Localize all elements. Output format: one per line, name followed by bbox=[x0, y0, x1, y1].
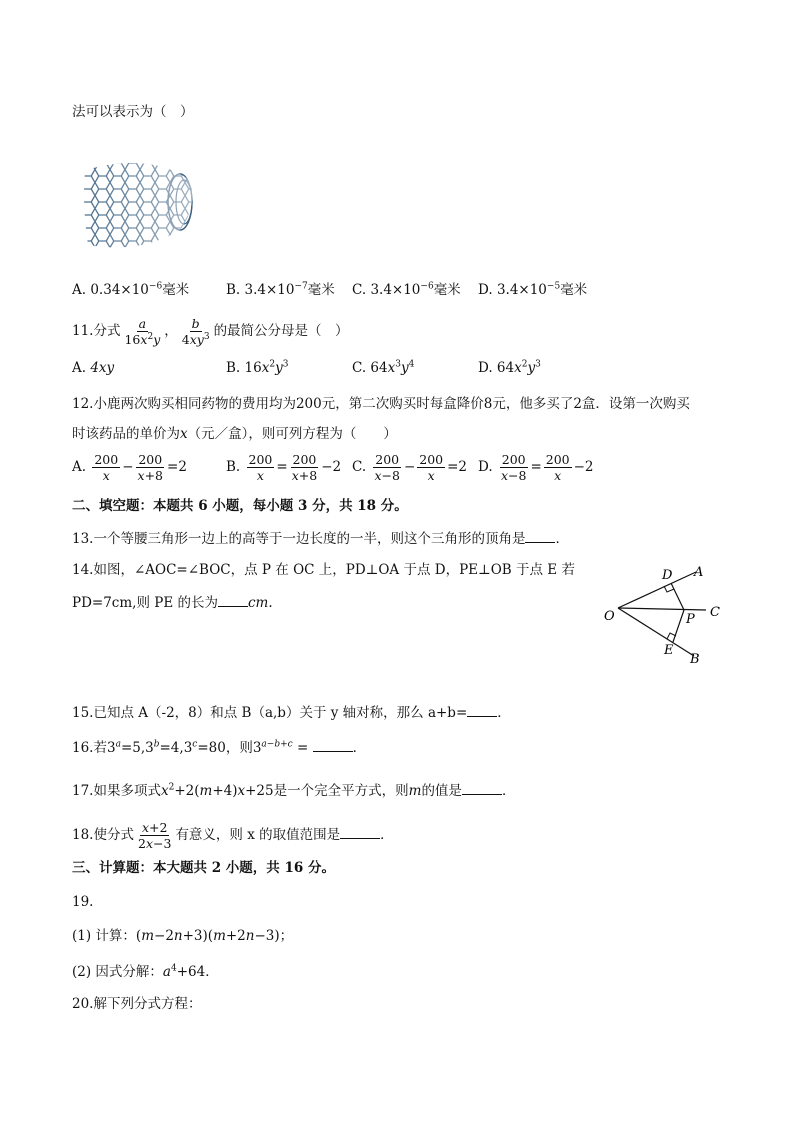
fraction: $\frac{b}{4xy^3}$ bbox=[181, 316, 210, 347]
label-b: B bbox=[690, 652, 700, 667]
label-a: A bbox=[694, 565, 704, 580]
fraction: $\frac{a}{16x^2y}$ bbox=[124, 316, 161, 347]
label-p: P bbox=[686, 612, 695, 627]
q12-option-c[interactable]: C. $\frac{200}{x-8}$ − $\frac{200}{x}$ =2 bbox=[352, 452, 468, 483]
q11-stem: 11.分式 $\frac{a}{16x^2y}$ ， $\frac{b}{4xy^3}$ 的最简公分母是（ ） bbox=[72, 316, 349, 347]
q11-option-a[interactable]: A. 4xy bbox=[72, 360, 115, 376]
label-o: O bbox=[604, 609, 615, 624]
q12-option-a[interactable]: A. $\frac{200}{x}$ − $\frac{200}{x+8}$ =2 bbox=[72, 452, 187, 483]
answer-blank[interactable] bbox=[525, 528, 555, 543]
q11-option-d[interactable]: D. $64x^2y^3$ bbox=[478, 359, 541, 376]
ray-oa bbox=[618, 572, 696, 608]
q10-option-c[interactable]: C. $3.4\times 10^{-6}$毫米 bbox=[352, 281, 461, 298]
ray-oc bbox=[618, 608, 706, 610]
answer-blank[interactable] bbox=[218, 592, 248, 607]
q11-option-c[interactable]: C. $64x^3y^4$ bbox=[352, 359, 415, 376]
answer-blank[interactable] bbox=[340, 824, 380, 839]
q14-line2: PD=7cm,则 PE 的长为 cm. bbox=[72, 592, 273, 613]
label-d: D bbox=[662, 568, 673, 583]
q12-option-d[interactable]: D. $\frac{200}{x-8}$ = $\frac{200}{x}$ −2 bbox=[478, 452, 594, 483]
q10-option-a[interactable]: A. $0.34\times 10^{-6}$毫米 bbox=[72, 281, 190, 298]
segment-pd bbox=[671, 583, 684, 610]
q12-line2: 时该药品的单价为x（元／盒），则可列方程为（ ） bbox=[72, 426, 397, 442]
q10-option-b[interactable]: B. $3.4\times 10^{-7}$毫米 bbox=[226, 281, 335, 298]
nanotube-image bbox=[80, 150, 200, 254]
q11-option-b[interactable]: B. $16x^2y^3$ bbox=[226, 359, 289, 376]
q17: 17.如果多项式$x^2+2(m+4)x+25$是一个完全平方式，则m的值是 ． bbox=[72, 780, 515, 801]
answer-blank[interactable] bbox=[313, 737, 353, 752]
q10-tail: 法可以表示为（ ） bbox=[72, 104, 194, 120]
answer-blank[interactable] bbox=[462, 780, 502, 795]
q18: 18.使分式 $\frac{x+2}{2x-3}$ 有意义，则 x 的取值范围是 ． bbox=[72, 820, 394, 851]
q10-option-d[interactable]: D. $3.4\times 10^{-5}$毫米 bbox=[478, 281, 588, 298]
q14-line1: 14.如图，∠AOC=∠BOC，点 P 在 OC 上，PD⊥OA 于点 D，PE⊥OB 于点 E 若 bbox=[72, 562, 575, 578]
q12-line1: 12.小鹿两次购买相同药物的费用均为200元，第二次购买时每盒降价8元，他多买了2盒．设第一次购买 bbox=[72, 396, 690, 412]
q19: 19. bbox=[72, 894, 94, 910]
angle-bisector-figure bbox=[598, 560, 728, 670]
label-c: C bbox=[710, 605, 720, 620]
q20: 20.解下列分式方程： bbox=[72, 996, 202, 1012]
label-e: E bbox=[664, 643, 674, 658]
q16: 16.若$3^a=5,3^b=4,3^c=80$，则$3^{a-b+c}$ = ． bbox=[72, 737, 366, 758]
q19-part1: (1) 计算：(m−2n+3)(m+2n−3)； bbox=[72, 928, 294, 944]
q19-part2: (2) 因式分解：$a^4+64$． bbox=[72, 963, 219, 980]
segment-pe bbox=[673, 610, 684, 642]
q12-option-b[interactable]: B. $\frac{200}{x}$ = $\frac{200}{x+8}$ −2 bbox=[226, 452, 342, 483]
q15: 15.已知点 A（-2，8）和点 B（a,b）关于 y 轴对称，那么 a+b= ． bbox=[72, 702, 511, 723]
fraction: $\frac{x+2}{2x-3}$ bbox=[137, 820, 172, 851]
q13: 13.一个等腰三角形一边上的高等于一边长度的一半，则这个三角形的顶角是 ． bbox=[72, 528, 569, 549]
section-heading-fill-in: 二、填空题：本题共 6 小题，每小题 3 分，共 18 分。 bbox=[72, 498, 408, 514]
answer-blank[interactable] bbox=[467, 702, 497, 717]
section-heading-calculation: 三、计算题：本大题共 2 小题，共 16 分。 bbox=[72, 860, 335, 876]
